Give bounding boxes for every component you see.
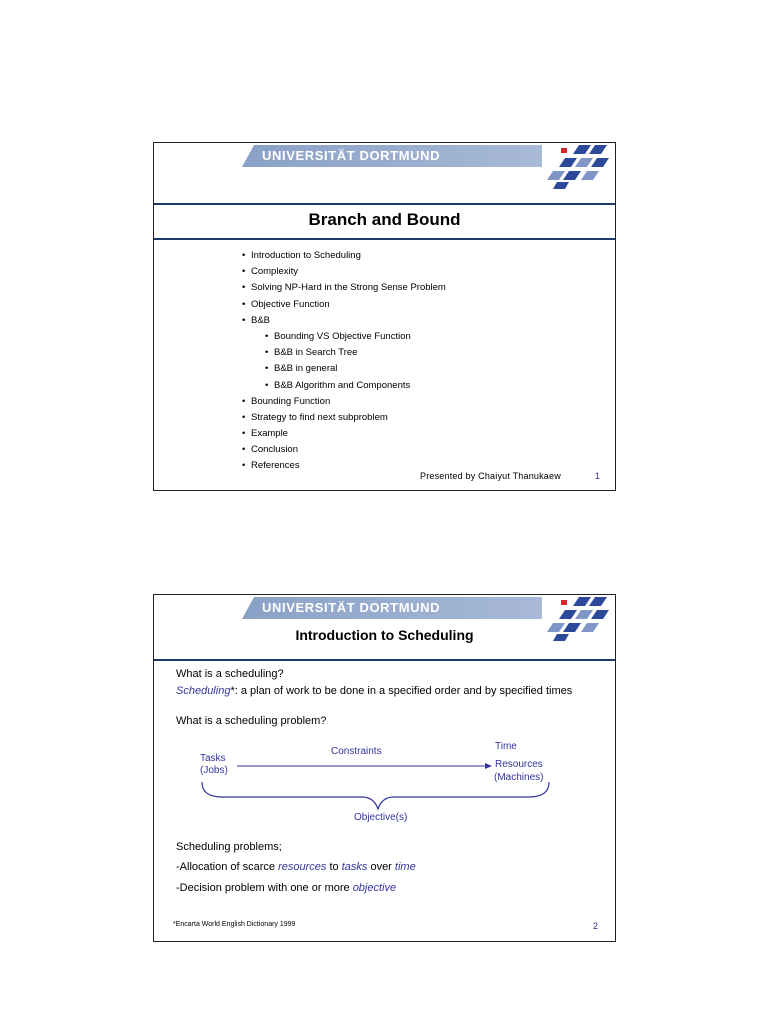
text-segment: -Allocation of scarce <box>176 861 279 873</box>
label-machines: (Machines) <box>494 772 544 783</box>
title-rule-bottom <box>154 238 615 240</box>
label-constraints: Constraints <box>331 746 382 757</box>
agenda-item-label: Bounding VS Objective Function <box>274 330 411 342</box>
definition-footnote-mark: * <box>230 685 235 697</box>
agenda-item <box>242 410 446 426</box>
term-resources: resources <box>278 861 327 873</box>
bullet-icon: • <box>242 298 246 310</box>
scheduling-definition <box>176 685 572 697</box>
page-number: 1 <box>595 471 601 481</box>
agenda-item-label: Bounding Function <box>251 395 331 407</box>
agenda-item-label: Strategy to find next subproblem <box>251 411 388 423</box>
text-segment: -Decision problem with one or more <box>176 882 353 894</box>
agenda-item <box>242 426 446 442</box>
slide-title: Branch and Bound <box>308 210 461 229</box>
agenda-item-label: B&B Algorithm and Components <box>274 379 411 391</box>
slide-1 <box>153 142 616 491</box>
definition-text: : a plan of work to be done in a specified order and by specified times <box>234 685 573 697</box>
agenda-item-label: B&B <box>251 314 271 326</box>
bullet-icon: • <box>242 314 246 326</box>
label-time: Time <box>495 741 517 752</box>
slide-title: Introduction to Scheduling <box>295 627 474 643</box>
bullet-icon: • <box>265 363 269 375</box>
term-time: time <box>394 861 416 873</box>
label-resources: Resources <box>495 759 543 770</box>
agenda-item-label: Conclusion <box>251 444 298 456</box>
definition-term: Scheduling <box>176 685 231 697</box>
agenda-subitem <box>242 378 446 394</box>
label-tasks: Tasks <box>200 753 226 764</box>
agenda-item <box>242 248 446 264</box>
page-number: 2 <box>593 921 599 931</box>
agenda-item <box>242 264 446 280</box>
bullet-icon: • <box>242 395 246 407</box>
question-scheduling-problem: What is a scheduling problem? <box>176 715 327 727</box>
curly-brace-icon <box>202 782 549 809</box>
agenda-item <box>242 442 446 458</box>
bullet-icon: • <box>265 379 269 391</box>
agenda-item-label: B&B in general <box>274 363 338 375</box>
bullet-icon: • <box>242 411 246 423</box>
bullet-icon: • <box>242 444 246 456</box>
problems-heading: Scheduling problems; <box>176 841 282 853</box>
problem-line-decision <box>176 882 396 894</box>
agenda-subitem <box>242 361 446 377</box>
text-segment: over <box>367 861 395 873</box>
title-rule-top <box>154 203 615 205</box>
term-objective: objective <box>352 882 397 894</box>
agenda-item-label: Example <box>251 428 288 440</box>
label-objectives: Objective(s) <box>354 812 408 823</box>
bullet-icon: • <box>242 428 246 440</box>
agenda-item-label: B&B in Search Tree <box>274 347 358 359</box>
university-name: UNIVERSITÄT DORTMUND <box>262 148 441 163</box>
bullet-icon: • <box>265 330 269 342</box>
bullet-icon: • <box>265 347 269 359</box>
university-name: UNIVERSITÄT DORTMUND <box>262 600 441 615</box>
agenda-item <box>242 313 446 329</box>
title-rule <box>154 659 615 661</box>
agenda-item-label: Solving NP-Hard in the Strong Sense Problem <box>251 282 446 294</box>
agenda-item <box>242 458 446 474</box>
agenda-item-label: Objective Function <box>251 298 330 310</box>
bullet-icon: • <box>242 282 246 294</box>
presenter-credit: Presented by Chaiyut Thanukaew <box>420 471 561 481</box>
agenda-item <box>242 297 446 313</box>
agenda-item-label: References <box>251 460 300 472</box>
agenda-subitem <box>242 345 446 361</box>
bullet-icon: • <box>242 250 246 261</box>
problem-line-allocation <box>176 861 416 873</box>
agenda-list <box>242 248 446 475</box>
term-tasks: tasks <box>341 861 368 873</box>
university-logo-icon <box>535 143 615 191</box>
bullet-icon: • <box>242 266 246 278</box>
slide-2 <box>153 594 616 942</box>
arrow-head-icon <box>485 763 492 769</box>
agenda-subitem <box>242 329 446 345</box>
footnote-source: *Encarta World English Dictionary 1999 <box>173 921 296 928</box>
agenda-item <box>242 280 446 296</box>
question-scheduling: What is a scheduling? <box>176 668 284 680</box>
scheduling-diagram <box>194 735 564 830</box>
bullet-icon: • <box>242 460 246 472</box>
label-jobs: (Jobs) <box>200 765 228 776</box>
agenda-item <box>242 394 446 410</box>
agenda-item-label: Complexity <box>251 266 298 278</box>
agenda-item-label: Introduction to Scheduling <box>251 250 361 261</box>
text-segment: to <box>326 861 342 873</box>
